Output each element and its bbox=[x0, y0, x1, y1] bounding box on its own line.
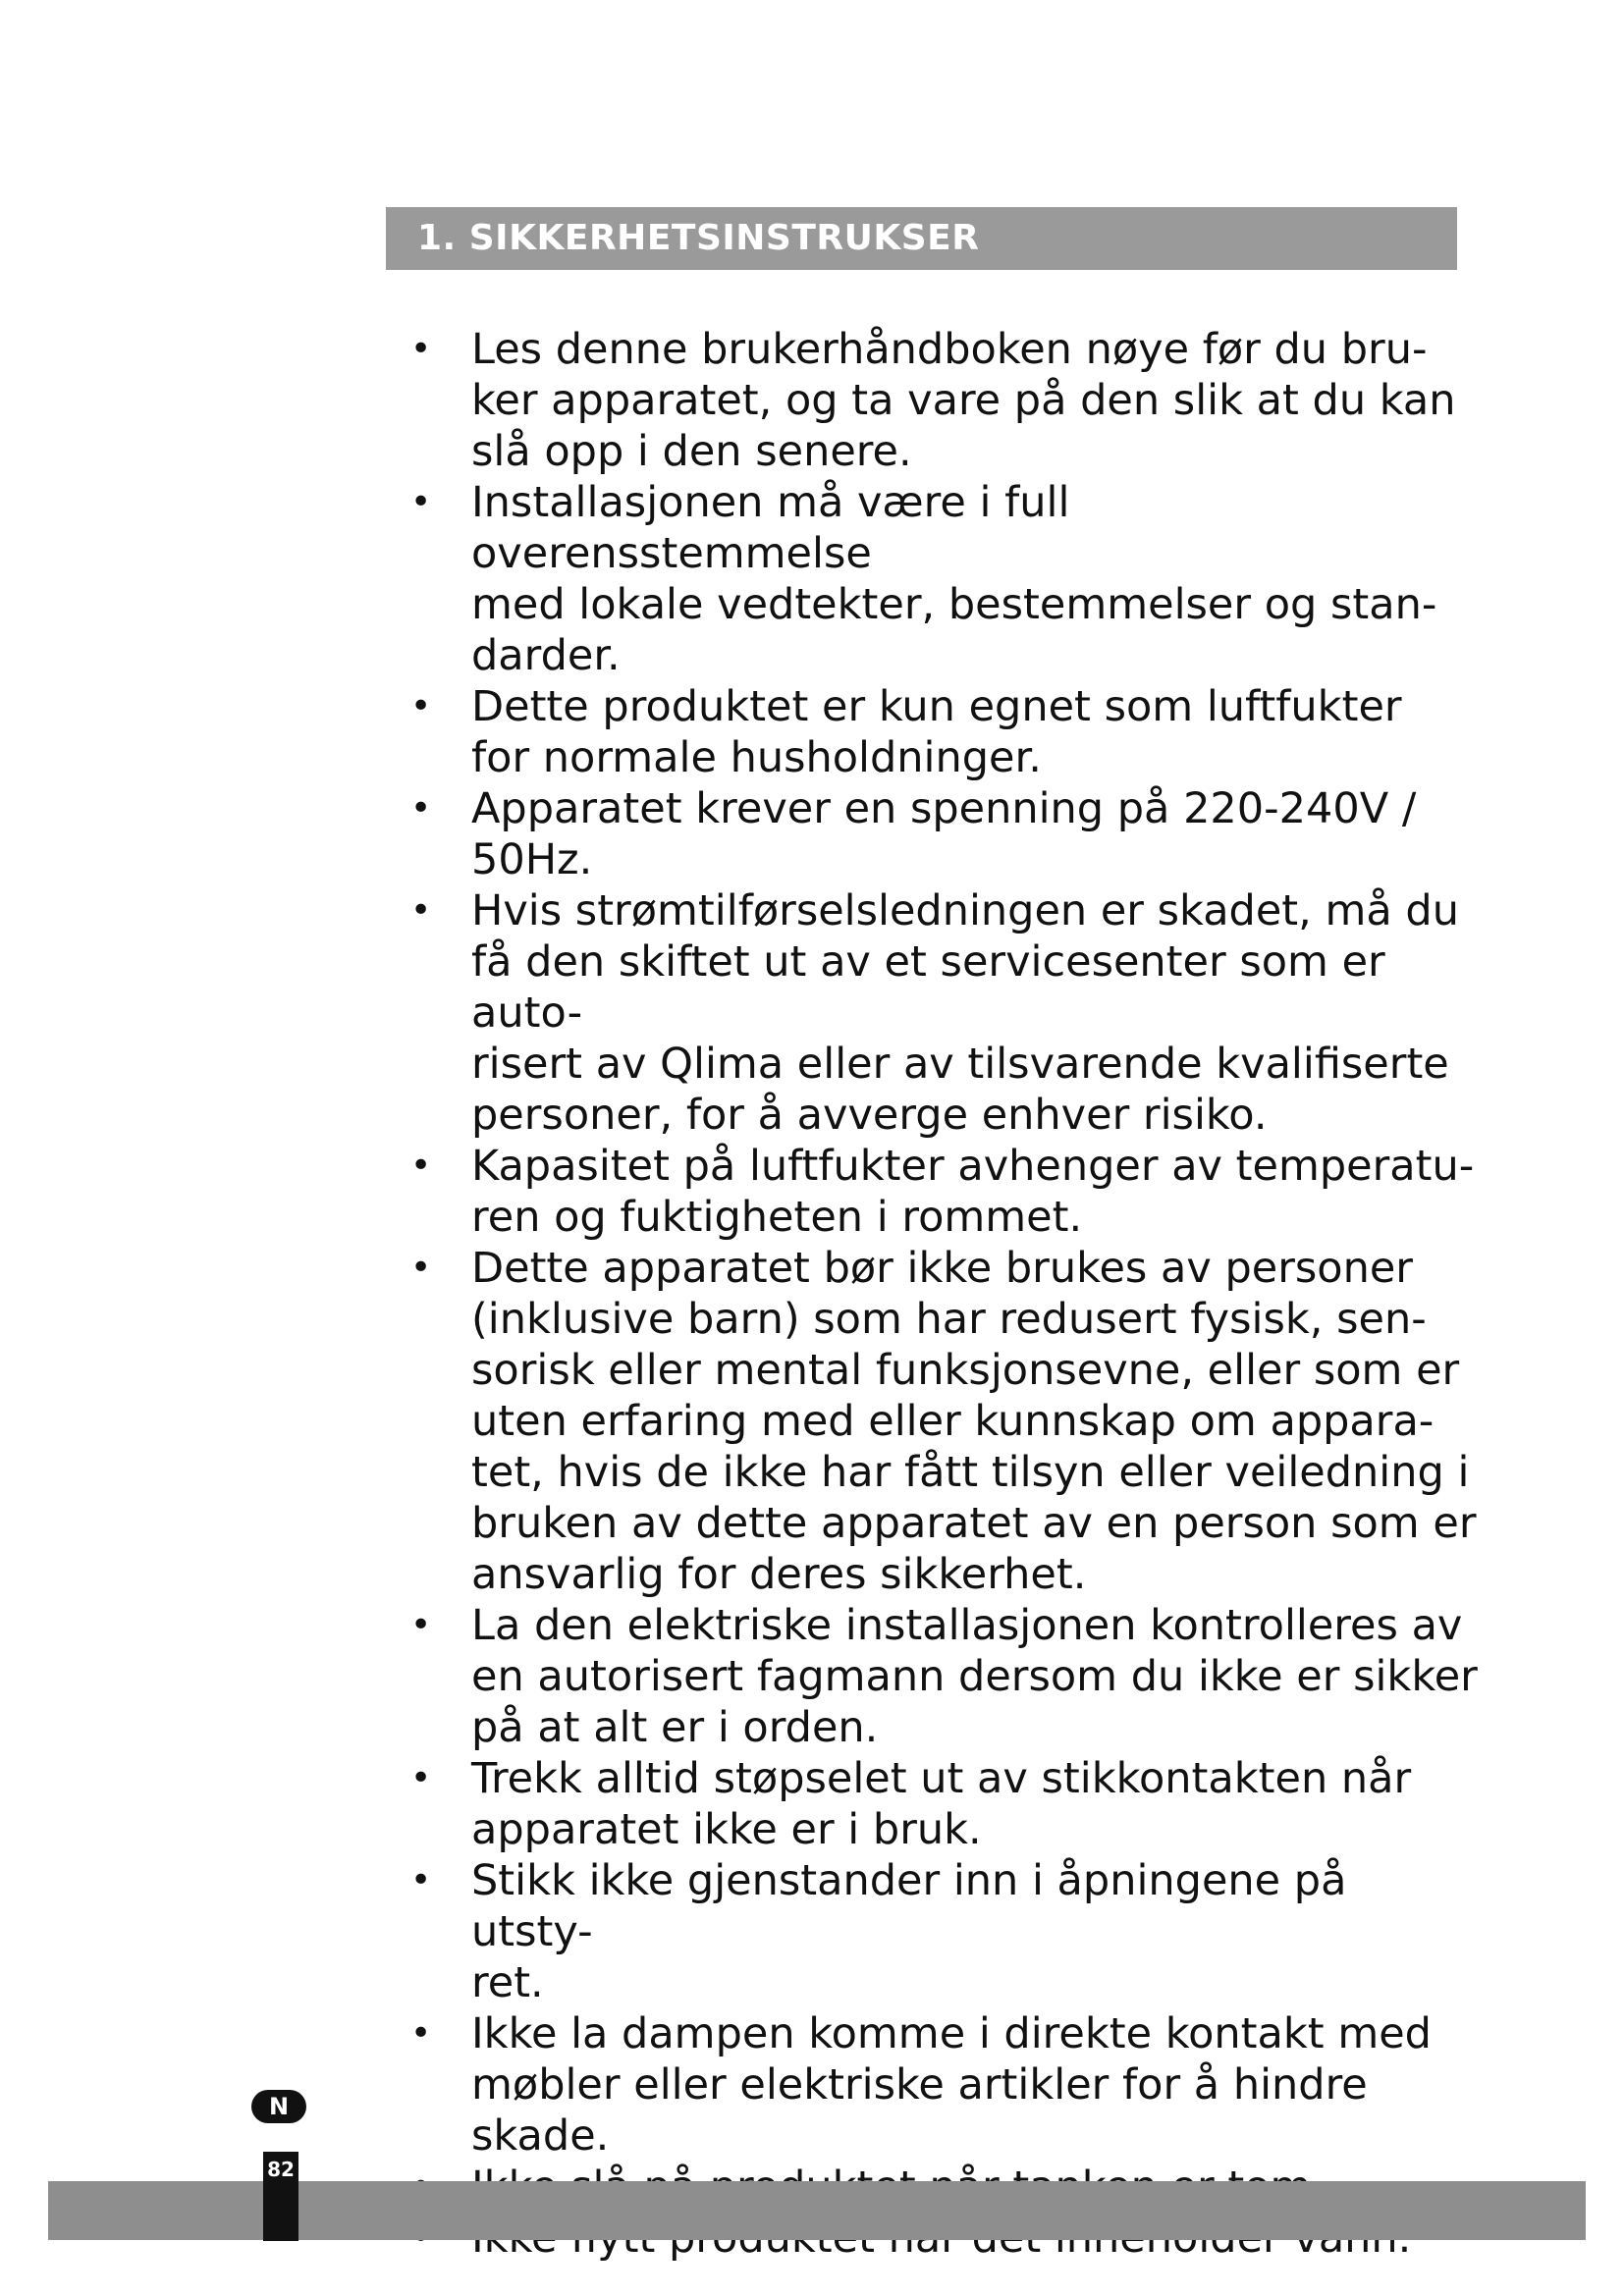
bullet-line: Les denne brukerhåndboken nøye før du bru- bbox=[471, 325, 1428, 374]
bullet-line: Apparatet krever en spenning på 220-240V / bbox=[471, 784, 1417, 833]
bullet-dot: • bbox=[410, 1146, 432, 1186]
bullet-item bbox=[410, 1600, 1481, 1753]
bullet-item bbox=[410, 681, 1481, 783]
bullet-line: ret. bbox=[471, 1958, 544, 2007]
bullet-dot: • bbox=[410, 1605, 432, 1645]
bullet-line: slå opp i den senere. bbox=[471, 427, 912, 476]
bullet-item bbox=[410, 324, 1481, 477]
bullet-line: Dette produktet er kun egnet som luftfukter bbox=[471, 682, 1402, 731]
bullet-line: La den elektriske installasjonen kontrolleres av bbox=[471, 1601, 1463, 1650]
bullet-line: for normale husholdninger. bbox=[471, 733, 1042, 782]
bullet-line: Installasjonen må være i full overensstemmelse bbox=[471, 478, 1070, 578]
bullet-line: risert av Qlima eller av tilsvarende kvalifiserte bbox=[471, 1040, 1449, 1089]
bullet-item bbox=[410, 477, 1481, 681]
bullet-line: (inklusive barn) som har redusert fysisk, sen- bbox=[471, 1295, 1427, 1344]
bullet-line: på at alt er i orden. bbox=[471, 1703, 879, 1752]
bullet-dot: • bbox=[410, 686, 432, 726]
bullet-dot: • bbox=[410, 890, 432, 931]
bullet-item bbox=[410, 1243, 1481, 1600]
bullet-item bbox=[410, 885, 1481, 1141]
bullet-line: skade. bbox=[471, 2111, 610, 2161]
bullet-line: Stikk ikke gjenstander inn i åpningene på utsty- bbox=[471, 1856, 1347, 1956]
bullet-dot: • bbox=[410, 1758, 432, 1798]
bullet-line: med lokale vedtekter, bestemmelser og stan- bbox=[471, 580, 1437, 629]
safety-instructions-list bbox=[410, 324, 1481, 2264]
bullet-dot: • bbox=[410, 329, 432, 369]
bullet-line: darder. bbox=[471, 631, 621, 680]
bullet-item bbox=[410, 2008, 1481, 2162]
bullet-line: personer, for å avverge enhver risiko. bbox=[471, 1091, 1268, 1140]
bullet-line: Hvis strømtilførselsledningen er skadet, må du bbox=[471, 886, 1459, 935]
bullet-dot: • bbox=[410, 2013, 432, 2054]
bullet-line: ren og fuktigheten i rommet. bbox=[471, 1193, 1083, 1242]
bullet-line: 50Hz. bbox=[471, 835, 593, 884]
bullet-dot: • bbox=[410, 1860, 432, 1900]
bullet-line: møbler eller elektriske artikler for å hindre bbox=[471, 2060, 1368, 2109]
language-badge: N bbox=[251, 2090, 306, 2123]
bullet-line: tet, hvis de ikke har fått tilsyn eller veiledning i bbox=[471, 1448, 1470, 1497]
bullet-line: bruken av dette apparatet av en person som er bbox=[471, 1499, 1477, 1548]
bullet-dot: • bbox=[410, 482, 432, 522]
bullet-line: en autorisert fagmann dersom du ikke er sikker bbox=[471, 1652, 1478, 1701]
bullet-line: Ikke la dampen komme i direkte kontakt med bbox=[471, 2009, 1432, 2058]
section-header bbox=[386, 207, 1457, 270]
bullet-line: få den skiftet ut av et servicesenter som er auto- bbox=[471, 937, 1385, 1038]
bullet-line: Kapasitet på luftfukter avhenger av temperatu- bbox=[471, 1142, 1475, 1191]
bullet-dot: • bbox=[410, 788, 432, 828]
bullet-line: apparatet ikke er i bruk. bbox=[471, 1805, 982, 1854]
bullet-line: uten erfaring med eller kunnskap om appara- bbox=[471, 1397, 1435, 1446]
bullet-dot: • bbox=[410, 1248, 432, 1288]
bullet-item bbox=[410, 1141, 1481, 1243]
page-number: 82 bbox=[267, 2158, 295, 2181]
bullet-line: Trekk alltid støpselet ut av stikkontakten når bbox=[471, 1754, 1412, 1803]
bullet-item bbox=[410, 1855, 1481, 2008]
section-title: 1. SIKKERHETSINSTRUKSER bbox=[417, 218, 980, 258]
bullet-item bbox=[410, 783, 1481, 885]
bullet-line: Dette apparatet bør ikke brukes av personer bbox=[471, 1244, 1413, 1293]
bullet-line: ker apparatet, og ta vare på den slik at du kan bbox=[471, 376, 1456, 425]
bullet-line: sorisk eller mental funksjonsevne, eller som er bbox=[471, 1346, 1460, 1395]
bullet-line: ansvarlig for deres sikkerhet. bbox=[471, 1550, 1087, 1599]
bullet-item bbox=[410, 1753, 1481, 1855]
